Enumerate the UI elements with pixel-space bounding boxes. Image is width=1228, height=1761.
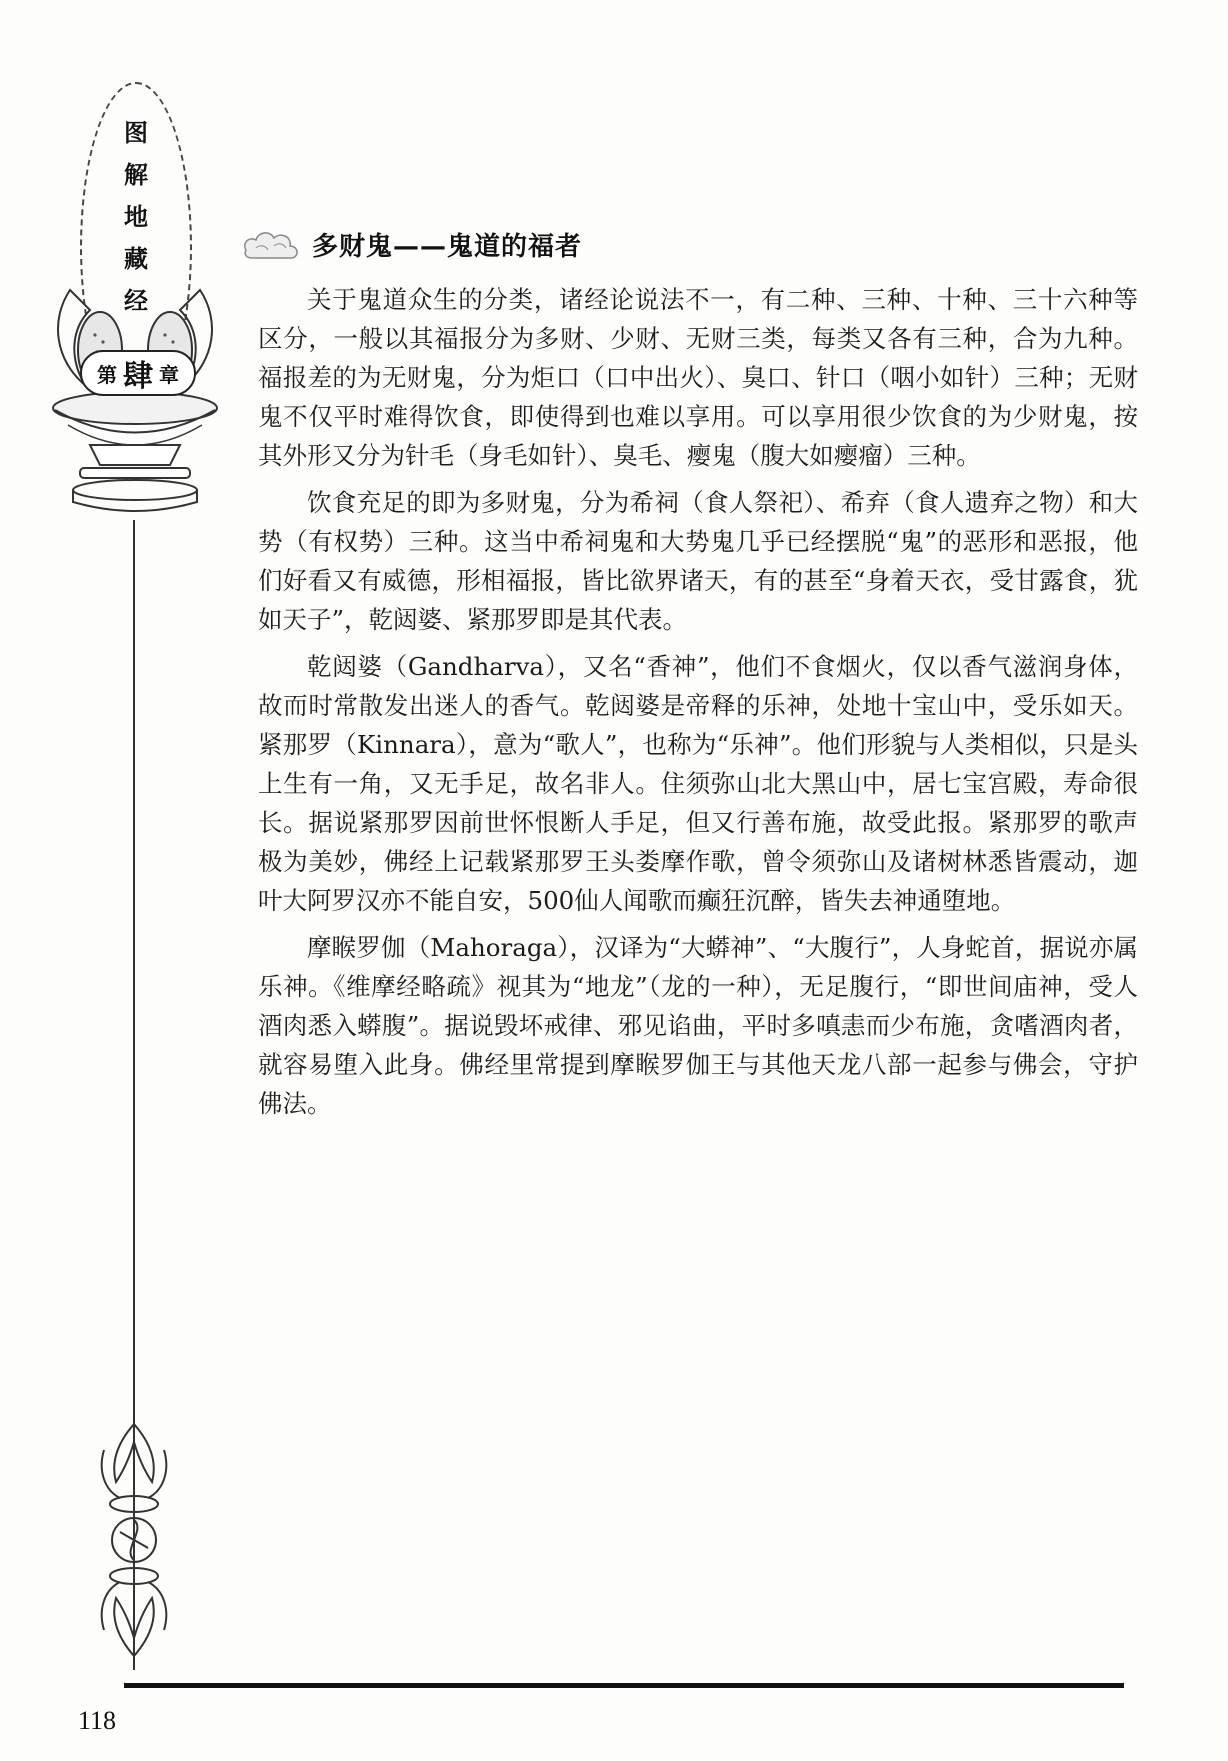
vajra-ornament-icon <box>90 1420 178 1660</box>
paragraph: 摩睺罗伽（Mahoraga），汉译为“大蟒神”、“大腹行”，人身蛇首，据说亦属乐神。《维摩经略疏》视其为“地龙”（龙的一种），无足腹行，“即世间庙神，受人酒肉悉入蟒腹”。据说毁坏戒律、邪见谄曲，平时多嗔恚而少布施，贪嗜酒肉者，就容易堕入此身。佛经里常提到摩睺罗伽王与其他天龙八部一起参与佛会，守护佛法。 <box>258 933 1138 1118</box>
chapter-prefix: 第 <box>97 362 117 387</box>
title-char: 经 <box>124 287 148 315</box>
title-char: 解 <box>124 161 148 189</box>
section-heading <box>240 222 582 266</box>
chapter-badge <box>80 350 196 396</box>
paragraph: 关于鬼道众生的分类，诸经论说法不一，有二种、三种、十种、三十六种等区分，一般以其福报分为多财、少财、无财三类，每类又各有三种，合为九种。福报差的为无财鬼，分为炬口（口中出火）、臭口、针口（咽小如针）三种；无财鬼不仅平时难得饮食，即使得到也难以享用。可以享用很少饮食的为少财鬼，按其外形又分为针毛（身毛如针）、臭毛、瘿鬼（腹大如瘿瘤）三种。 <box>258 285 1138 470</box>
chapter-suffix: 章 <box>159 362 179 387</box>
chapter-numeral: 肆 <box>123 359 153 394</box>
title-char: 地 <box>124 203 148 231</box>
page-number: 118 <box>78 1706 117 1735</box>
article-body <box>258 280 1138 1131</box>
footer-rule <box>124 1683 1124 1688</box>
cloud-ornament-icon <box>240 226 302 262</box>
twin-fish-lotus-emblem-icon <box>40 280 230 520</box>
title-char: 藏 <box>124 245 148 273</box>
paragraph: 乾闼婆（Gandharva），又名“香神”，他们不食烟火，仅以香气滋润身体，故而时常散发出迷人的香气。乾闼婆是帝释的乐神，处地十宝山中，受乐如天。紧那罗（Kinnara），意为“歌人”，也称为“乐神”。他们形貌与人类相似，只是头上生有一角，又无手足，故名非人。住须弥山北大黑山中，居七宝宫殿，寿命很长。据说紧那罗因前世怀恨断人手足，但又行善布施，故受此报。紧那罗的歌声极为美妙，佛经上记载紧那罗王头娄摩作歌，曾令须弥山及诸树林悉皆震动，迦叶大阿罗汉亦不能自安，500仙人闻歌而癫狂沉醉，皆失去神通堕地。 <box>258 652 1138 915</box>
heading-text: 多财鬼——鬼道的福者 <box>312 231 583 262</box>
paragraph: 饮食充足的即为多财鬼，分为希祠（食人祭祀）、希弃（食人遗弃之物）和大势（有权势）三种。这当中希祠鬼和大势鬼几乎已经摆脱“鬼”的恶形和恶报，他们好看又有威德，形相福报，皆比欲界诸天，有的甚至“身着天衣，受甘露食，犹如天子”，乾闼婆、紧那罗即是其代表。 <box>258 488 1138 634</box>
title-char: 图 <box>124 119 148 147</box>
